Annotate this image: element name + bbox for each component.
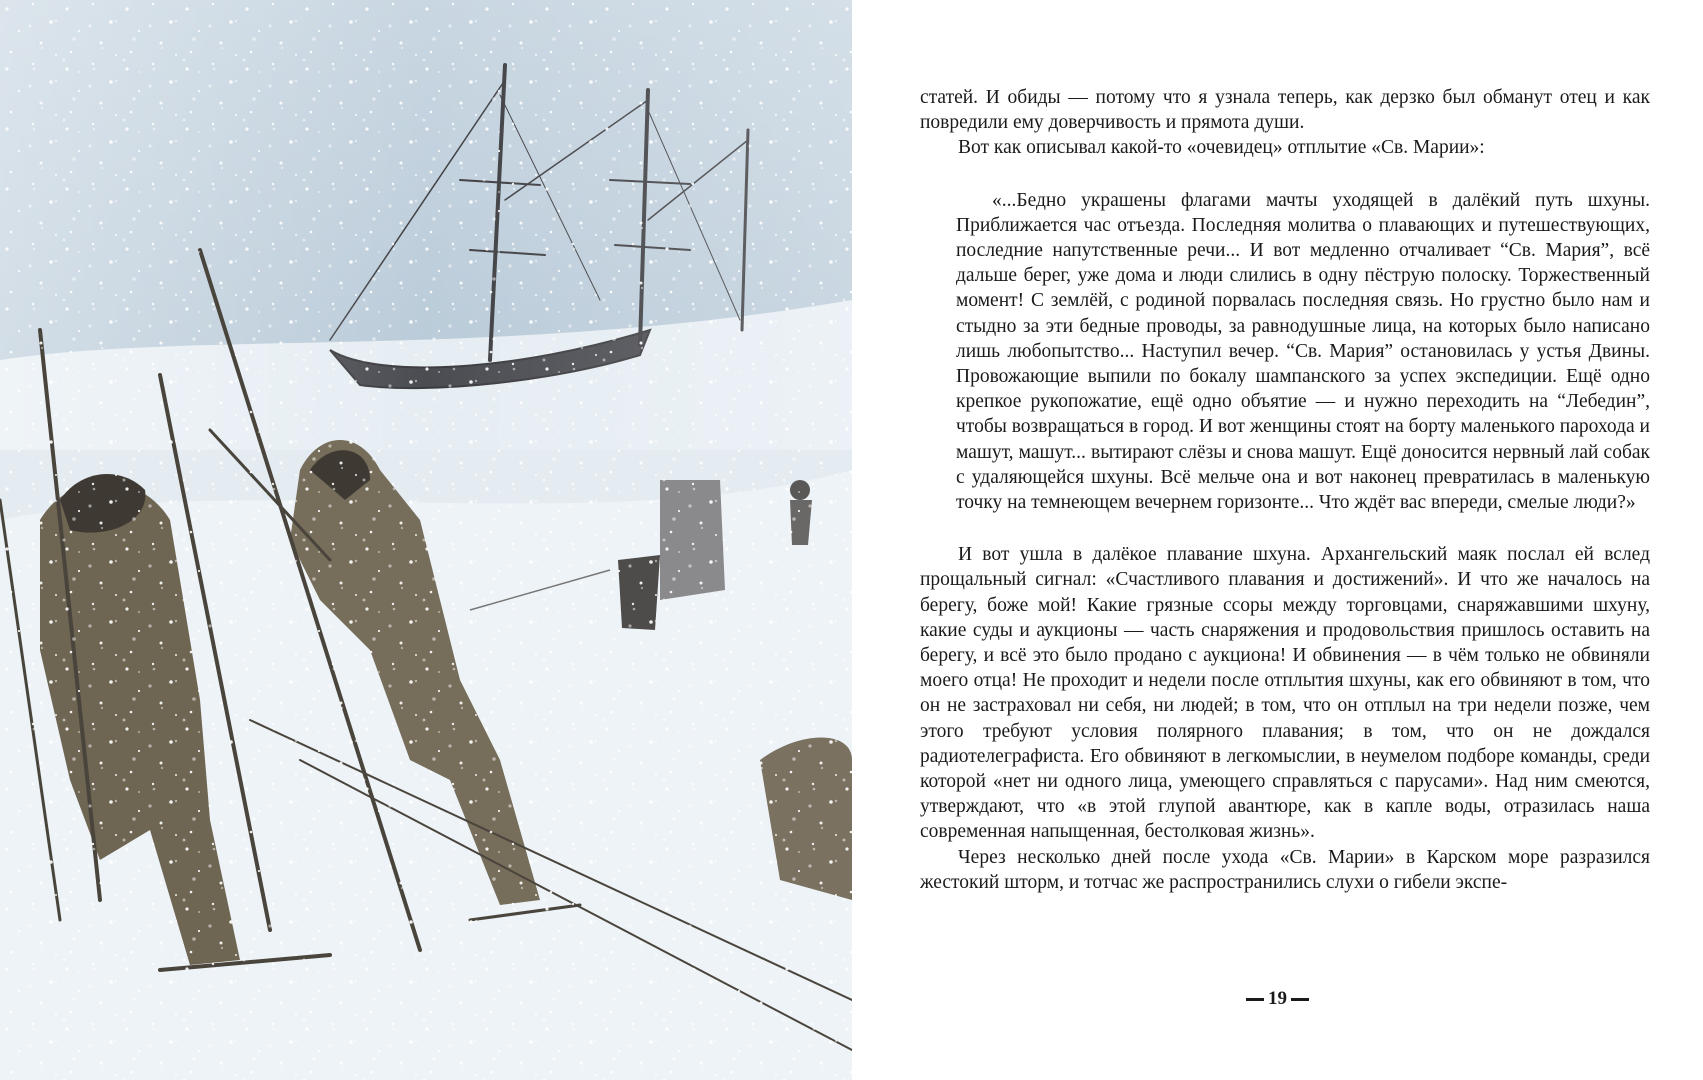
paragraph-continued: статей. И обиды — потому что я узнала теперь, как дерзко был обманут отец и как повредили ему доверчивость и прямота души. [920,87,1650,134]
text-page [852,0,1703,1080]
dash-right-icon [1291,998,1309,1001]
page-number [852,988,1703,1010]
quote-text: «...Бедно украшены флагами мачты уходящей в далёкий путь шхуны. Приближается час отъезда. Последняя молитва о плавающих и путешествующих, последние напутственные речи... И вот медленно отчаливает “Св. Мария”, всё дальше берег, уже дома и люди слились в одну пёструю полоску. Торжественный момент! С землёй, с родиной порвалась последняя связь. Но грустно было нам и стыдно за эти бедные проводы, за равнодушные лица, на которых было написано лишь любопытство... Наступил вечер. “Св. Мария” остановилась у устья Двины. Провожающие выпили по бокалу шампанского за успех экспедиции. Ещё одно крепкое рукопожатие, ещё одно объятие — и нужно переходить на “Лебедин”, чтобы возвращаться в город. И вот женщины стоят на борту маленького парохода и машут, машут... вытирают слёзы и снова машут. Ещё доносится нервный лай собак с удаляющейся шхуны. Всё мельче она и вот наконец превратилась в маленькую точку на темнеющем вечернем горизонте... Что ждёт вас впереди, смелые люди?» [956,189,1650,514]
block-quote [920,188,1650,516]
paragraph-main: И вот ушла в далёкое плавание шхуна. Архангельский маяк послал ей вслед прощальный сигнал: «Счастливого плавания и достижений». И что же началось на берегу, боже мой! Какие грязные ссоры между торговцами, снаряжавшими шхуну, какие суды и аукционы — часть снаряжения и продовольствия пришлось оставить на берегу, и всё это было продано с аукциона! И обвинения — в чём только не обвиняли моего отца! Не проходит и недели после отплытия шхуны, как его обвиняют в том, что он не застраховал ни себя, ни людей; в том, что он отплыл на три недели позже, чем этого требуют условия полярного плавания; в том, что он не дождался радиотелеграфиста. Его обвиняют в легкомыслии, в неумелом подборе команды, среди которой «нет ни одного лица, умеющего справляться с парусами». Над ним смеются, утверждают, что «в этой глупой авантюре, как в капле воды, отразилась наша современная напыщенная, бестолковая жизнь». [920,544,1650,843]
page-number-value: 19 [1268,988,1287,1009]
paragraph-intro-quote: Вот как описывал какой-то «очевидец» отплытие «Св. Марии»: [958,137,1485,159]
paragraph-last: Через несколько дней после ухода «Св. Марии» в Карском море разразился жестокий шторм, и тотчас же распространились слухи о гибели экспе- [920,846,1650,893]
dash-left-icon [1246,998,1264,1001]
page-body [920,85,1650,895]
